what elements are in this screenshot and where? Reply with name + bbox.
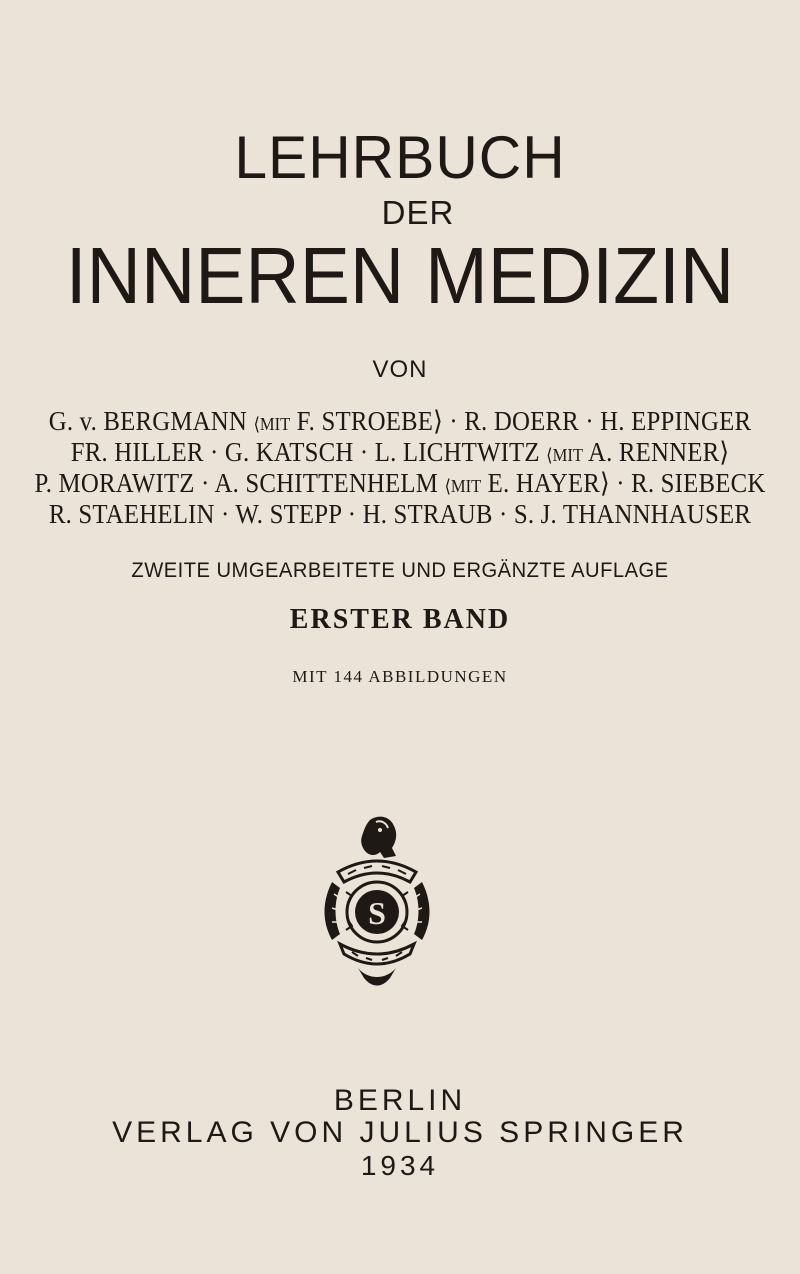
authors-line-3-mit: ⟨MIT — [444, 476, 482, 496]
title-der: DER — [381, 194, 455, 231]
authors-line-1 — [32, 408, 768, 435]
authors-line-1-part-c: F. STROEBE⟩ · R. DOERR · H. EPPINGER — [290, 406, 752, 436]
authors-line-2-part-c: A. RENNER⟩ — [582, 437, 730, 467]
authors-line-1-mit: ⟨MIT — [253, 414, 291, 434]
imprint-publisher: VERLAG VON JULIUS SPRINGER — [112, 1116, 688, 1149]
imprint-city: BERLIN — [333, 1084, 467, 1117]
authors-line-3 — [32, 470, 768, 497]
authors-line-1-part-a: G. v. BERGMANN — [48, 406, 254, 436]
imprint-year: 1934 — [360, 1150, 440, 1181]
authors-line-4: R. STAEHELIN · W. STEPP · H. STRAUB · S. J. THANNHAUSER — [48, 499, 752, 529]
edition-note: ZWEITE UMGEARBEITETE UND ERGÄNZTE AUFLAGE — [131, 559, 669, 582]
illustrations-note: MIT 144 ABBILDUNGEN — [292, 667, 508, 686]
svg-text:S: S — [368, 895, 386, 931]
authors-line-3-part-a: P. MORAWITZ · A. SCHITTENHELM — [34, 468, 445, 498]
von-label: VON — [372, 356, 428, 383]
springer-knight-emblem-icon — [318, 812, 436, 992]
authors-line-2-mit: ⟨MIT — [546, 445, 583, 465]
authors-line-3-part-c: E. HAYER⟩ · R. SIEBECK — [481, 468, 766, 498]
title-lehrbuch: LEHRBUCH — [234, 124, 566, 191]
authors-line-2 — [32, 439, 768, 466]
authors-line-2-part-a: FR. HILLER · G. KATSCH · L. LICHTWITZ — [70, 437, 547, 467]
volume-title: ERSTER BAND — [289, 604, 511, 635]
title-innere-medizin: INNEREN MEDIZIN — [65, 231, 735, 320]
